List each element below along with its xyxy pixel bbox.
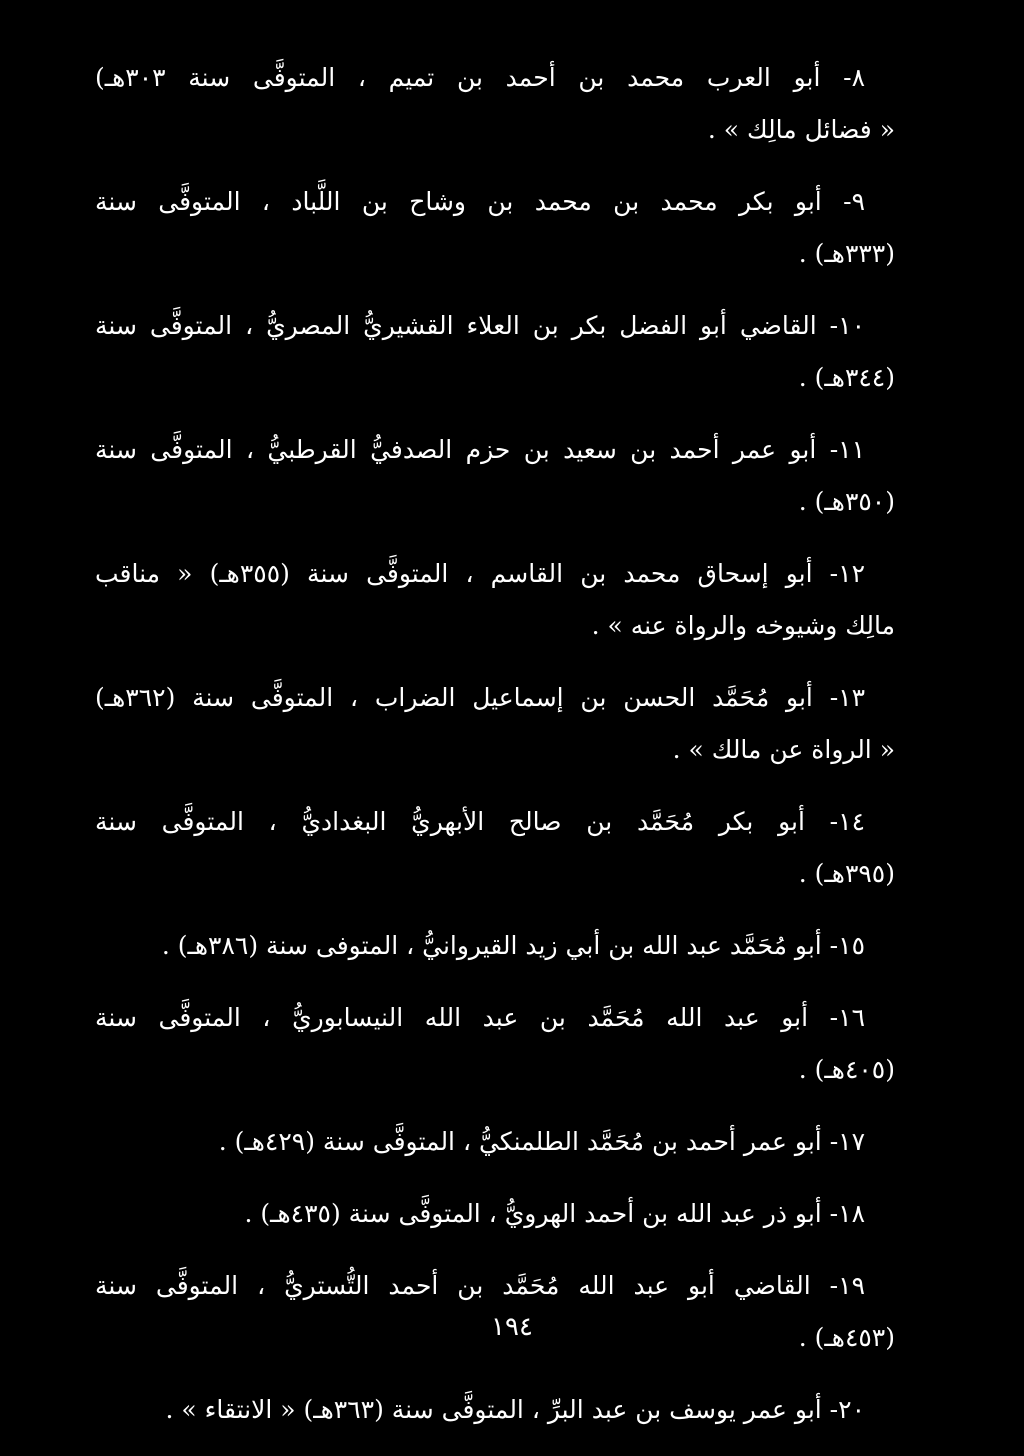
entry-line: « الرواة عن مالك » .	[672, 735, 895, 764]
list-item	[95, 424, 895, 528]
entry-line: ١٣- أبو مُحَمَّد الحسن بن إسماعيل الضراب ، المتوفَّى سنة (٣٦٢هـ)	[95, 683, 865, 712]
entry-line: ١٦- أبو عبد الله مُحَمَّد بن عبد الله النيسابوريُّ ، المتوفَّى سنة	[95, 1003, 865, 1032]
list-item	[95, 672, 895, 776]
list-item	[95, 920, 895, 972]
entry-line: ٢٠- أبو عمر يوسف بن عبد البرِّ ، المتوفَّى سنة (٣٦٣هـ) « الانتقاء » .	[165, 1395, 865, 1424]
entry-line: مالِك وشيوخه والرواة عنه » .	[591, 611, 895, 640]
entry-line: ١٨- أبو ذر عبد الله بن أحمد الهرويُّ ، المتوفَّى سنة (٤٣٥هـ) .	[244, 1199, 865, 1228]
entry-line: ١٤- أبو بكر مُحَمَّد بن صالح الأبهريُّ البغداديُّ ، المتوفَّى سنة	[95, 807, 865, 836]
entry-line: (٤٥٣هـ) .	[798, 1323, 895, 1352]
entry-line: (٤٠٥هـ) .	[798, 1055, 895, 1084]
list-item	[95, 992, 895, 1096]
entry-line: ١٧- أبو عمر أحمد بن مُحَمَّد الطلمنكيُّ ، المتوفَّى سنة (٤٢٩هـ) .	[218, 1127, 865, 1156]
entry-line: (٣٤٤هـ) .	[798, 363, 895, 392]
list-item	[95, 796, 895, 900]
list-item	[95, 1188, 895, 1240]
list-item	[95, 548, 895, 652]
page-number: ١٩٤	[491, 1312, 533, 1342]
entry-line: ٨- أبو العرب محمد بن أحمد بن تميم ، المتوفَّى سنة ٣٠٣هـ)	[95, 63, 865, 92]
entry-line: ١٥- أبو مُحَمَّد عبد الله بن أبي زيد القيروانيُّ ، المتوفى سنة (٣٨٦هـ) .	[161, 931, 865, 960]
list-item	[95, 1384, 895, 1436]
list-item	[95, 52, 895, 156]
entry-line: ١٢- أبو إسحاق محمد بن القاسم ، المتوفَّى سنة (٣٥٥هـ) « مناقب	[95, 559, 865, 588]
list-item	[95, 1116, 895, 1168]
entry-line: (٣٥٠هـ) .	[798, 487, 895, 516]
entry-line: ١١- أبو عمر أحمد بن سعيد بن حزم الصدفيُّ القرطبيُّ ، المتوفَّى سنة	[95, 435, 865, 464]
list-item	[95, 300, 895, 404]
list-item	[95, 176, 895, 280]
entry-line: (٣٣٣هـ) .	[798, 239, 895, 268]
entry-line: ١٩- القاضي أبو عبد الله مُحَمَّد بن أحمد التُّستريُّ ، المتوفَّى سنة	[95, 1271, 865, 1300]
entry-line: « فضائل مالِك » .	[707, 115, 895, 144]
entry-line: ٩- أبو بكر محمد بن محمد بن وشاح بن اللَّباد ، المتوفَّى سنة	[95, 187, 865, 216]
entry-line: ١٠- القاضي أبو الفضل بكر بن العلاء القشيريُّ المصريُّ ، المتوفَّى سنة	[95, 311, 865, 340]
entry-line: (٣٩٥هـ) .	[798, 859, 895, 888]
entry-list	[95, 52, 895, 1456]
